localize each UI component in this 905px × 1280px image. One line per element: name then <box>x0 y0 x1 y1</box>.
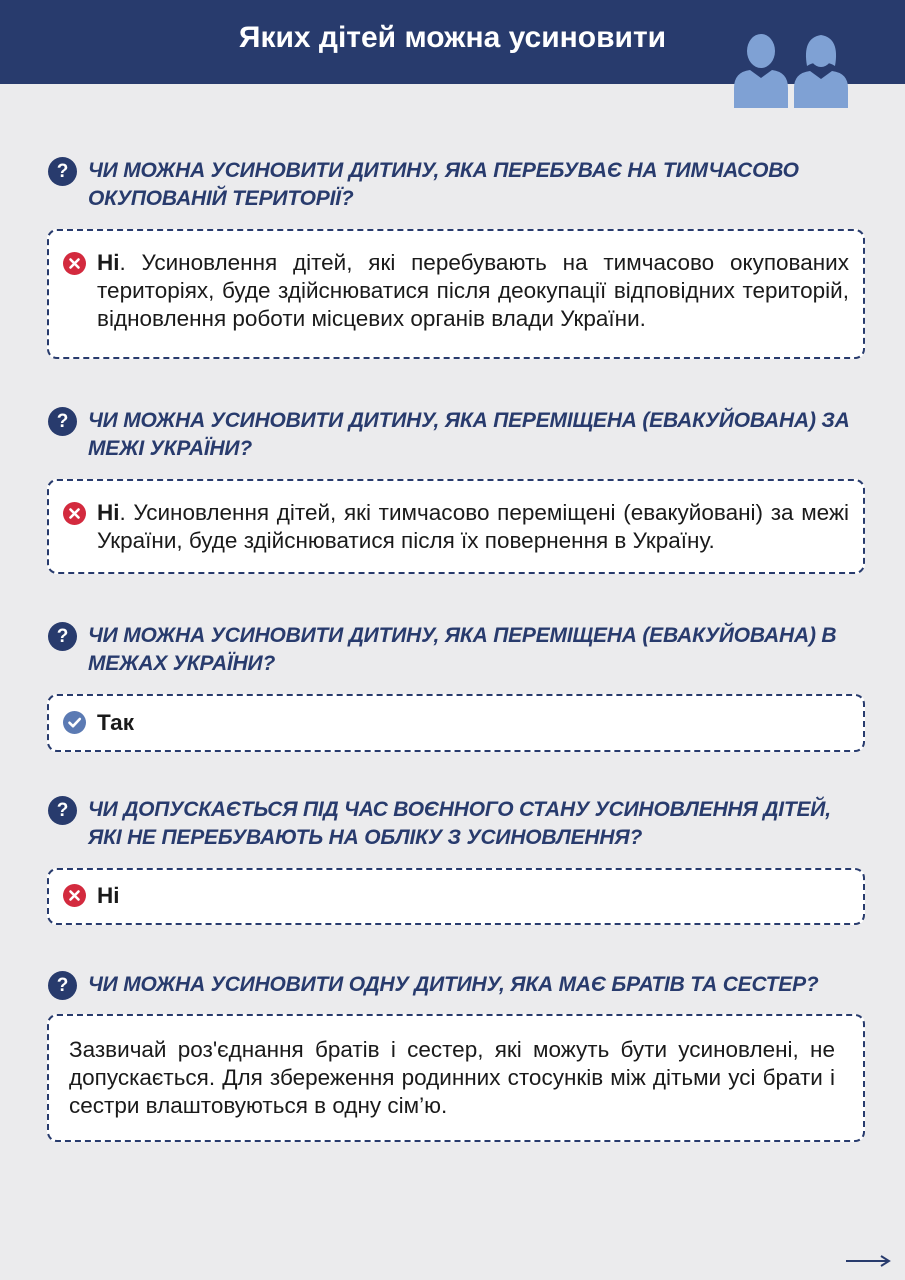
answer-box <box>47 1014 865 1142</box>
question <box>47 796 865 852</box>
no-icon <box>63 884 86 907</box>
qa-block <box>47 796 865 925</box>
answer-lead: Ні <box>97 250 120 275</box>
people-icon <box>730 32 855 112</box>
answer-box <box>47 229 865 359</box>
question-icon: ? <box>48 971 77 1000</box>
answer-lead: Так <box>97 710 134 735</box>
question-text: ЧИ МОЖНА УСИНОВИТИ ДИТИНУ, ЯКА ПЕРЕМІЩЕНА (ЕВАКУЙОВАНА) В МЕЖАХ УКРАЇНИ? <box>88 624 837 675</box>
check-icon <box>63 711 86 734</box>
question <box>47 407 865 463</box>
answer-text: Зазвичай роз'єднання братів і сестер, які можуть бути усиновлені, не допускається. Для збереження родинних стосунків між дітьми усі брати і сестри влаштовуються в одну сім’ю. <box>69 1037 835 1118</box>
qa-block <box>47 157 865 359</box>
answer-lead: Ні <box>97 500 120 525</box>
question <box>47 971 865 999</box>
answer-box <box>47 868 865 925</box>
question-icon: ? <box>48 796 77 825</box>
question <box>47 157 865 213</box>
no-icon <box>63 252 86 275</box>
qa-block <box>47 407 865 574</box>
answer-box <box>47 479 865 574</box>
question <box>47 622 865 678</box>
answer-box <box>47 694 865 752</box>
qa-block <box>47 971 865 1142</box>
no-icon <box>63 502 86 525</box>
question-icon: ? <box>48 157 77 186</box>
answer-text: . Усиновлення дітей, які тимчасово переміщені (евакуйовані) за межі України, буде здійснюватися після їх повернення в Україну. <box>97 500 849 553</box>
answer-lead: Ні <box>97 883 120 908</box>
question-text: ЧИ ДОПУСКАЄТЬСЯ ПІД ЧАС ВОЄННОГО СТАНУ УСИНОВЛЕННЯ ДІТЕЙ, ЯКІ НЕ ПЕРЕБУВАЮТЬ НА ОБЛІКУ З УСИНОВЛЕННЯ? <box>88 798 831 849</box>
qa-block <box>47 622 865 752</box>
question-text: ЧИ МОЖНА УСИНОВИТИ ОДНУ ДИТИНУ, ЯКА МАЄ БРАТІВ ТА СЕСТЕР? <box>88 973 819 996</box>
question-icon: ? <box>48 622 77 651</box>
answer-text: . Усиновлення дітей, які перебувають на тимчасово окупованих територіях, буде здійснюватися після деокупації відповідних територій, відновлення роботи місцевих органів влади України. <box>97 250 849 331</box>
arrow-right-icon[interactable] <box>845 1254 891 1268</box>
question-text: ЧИ МОЖНА УСИНОВИТИ ДИТИНУ, ЯКА ПЕРЕМІЩЕНА (ЕВАКУЙОВАНА) ЗА МЕЖІ УКРАЇНИ? <box>88 409 850 460</box>
question-text: ЧИ МОЖНА УСИНОВИТИ ДИТИНУ, ЯКА ПЕРЕБУВАЄ НА ТИМЧАСОВО ОКУПОВАНІЙ ТЕРИТОРІЇ? <box>88 159 799 210</box>
page-title: Яких дітей можна усиновити <box>238 21 667 54</box>
question-icon: ? <box>48 407 77 436</box>
